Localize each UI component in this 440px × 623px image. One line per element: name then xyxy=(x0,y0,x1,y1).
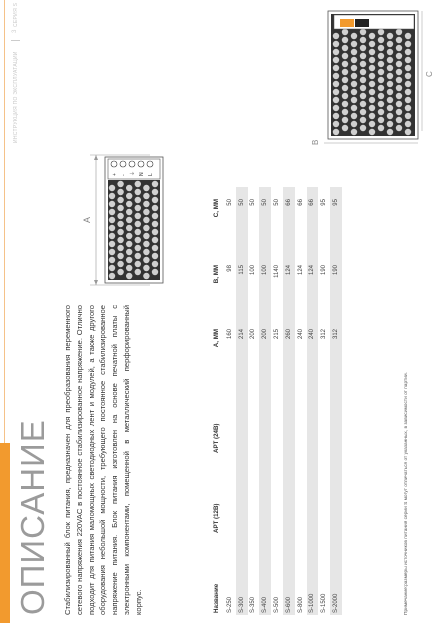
table-cell: 100 xyxy=(262,265,269,276)
table-cell: S-2000 xyxy=(333,593,340,613)
vent-hole xyxy=(126,209,132,215)
vent-hole xyxy=(135,197,141,203)
table-cell: S-400 xyxy=(262,596,269,613)
table-row xyxy=(307,187,319,615)
vent-hole xyxy=(126,273,132,279)
vent-hole xyxy=(109,241,115,247)
page-title: ОПИСАНИЕ xyxy=(14,419,51,615)
vent-hole xyxy=(143,241,149,247)
vent-hole xyxy=(152,237,158,243)
table-cell: 98 xyxy=(226,265,233,272)
vent-hole xyxy=(109,233,115,239)
vent-hole xyxy=(117,213,123,219)
vent-hole xyxy=(143,225,149,231)
vent-hole xyxy=(143,249,149,255)
col-header-art-12: АРТ (12В) xyxy=(213,503,220,533)
table-cell: 214 xyxy=(238,329,245,340)
table-row xyxy=(271,187,283,615)
table-cell: 95 xyxy=(321,199,328,206)
vent-hole xyxy=(135,205,141,211)
table-cell: S-1500 xyxy=(321,593,328,613)
vent-hole xyxy=(117,181,123,187)
vent-hole xyxy=(152,197,158,203)
col-header-b: В, ММ xyxy=(213,265,220,284)
vent-hole xyxy=(117,229,123,235)
table-cell: 50 xyxy=(274,199,281,206)
vent-hole xyxy=(143,185,149,191)
vent-hole xyxy=(109,201,115,207)
terminal-screw xyxy=(138,161,144,167)
vent-hole xyxy=(143,209,149,215)
terminal-screw xyxy=(129,161,135,167)
accent-line xyxy=(4,0,5,443)
dimension-labels-svg xyxy=(296,1,436,147)
table-cell: 190 xyxy=(321,265,328,276)
vent-hole xyxy=(109,265,115,271)
table-cell: 66 xyxy=(297,199,304,206)
vent-hole xyxy=(135,245,141,251)
dimension-label-a: A xyxy=(82,216,92,223)
vent-hole xyxy=(117,269,123,275)
vent-hole xyxy=(117,245,123,251)
table-cell: 115 xyxy=(238,265,245,275)
vent-hole xyxy=(109,209,115,215)
vent-hole xyxy=(152,189,158,195)
table-cell: 240 xyxy=(309,329,316,340)
vent-hole xyxy=(109,257,115,263)
vent-hole xyxy=(109,273,115,279)
table-header-row xyxy=(202,187,224,615)
vent-hole xyxy=(135,213,141,219)
table-cell: 240 xyxy=(297,329,304,340)
dimension-b-wrap xyxy=(58,0,183,153)
vent-hole xyxy=(135,253,141,259)
terminal-screw xyxy=(147,161,153,167)
vent-hole xyxy=(109,193,115,199)
vent-hole xyxy=(135,221,141,227)
dimension-b-svg xyxy=(58,0,178,153)
vent-hole xyxy=(135,237,141,243)
vent-hole xyxy=(152,269,158,275)
table-cell: 66 xyxy=(285,199,292,206)
table-cell: 260 xyxy=(285,329,292,340)
vent-hole xyxy=(152,213,158,219)
vent-hole xyxy=(117,189,123,195)
vent-hole xyxy=(152,221,158,227)
table-cell: 95 xyxy=(333,199,340,206)
table-cell: 66 xyxy=(309,199,316,206)
col-header-a: А, ММ xyxy=(213,329,220,348)
dimension-labels xyxy=(296,1,440,147)
vent-hole xyxy=(152,253,158,259)
table-body xyxy=(224,187,342,615)
vent-hole xyxy=(126,241,132,247)
col-header-name: Название xyxy=(213,583,220,613)
vent-hole xyxy=(126,249,132,255)
table-row xyxy=(283,187,295,615)
table-cell: 312 xyxy=(333,329,340,340)
vent-hole xyxy=(117,205,123,211)
table-cell: 312 xyxy=(321,329,328,340)
table-cell: 160 xyxy=(226,329,233,340)
table-cell: 1140 xyxy=(274,265,281,278)
col-header-c: С, ММ xyxy=(213,199,220,218)
page-number: 3 xyxy=(12,29,18,33)
table-cell: 50 xyxy=(262,199,269,206)
table-cell: 100 xyxy=(250,265,257,276)
description-text: Стабилизированный блок питания, предназначен для преобразования переменного сетевого напряжения 220VAC в постоянное стабилизированное напряжение. Отлично подходит для питания маломощных светодиодных лент и модулей, а также другого оборудования небольшой мощности, требующего постоянное стабилизированное напряжение питания. Блок питания изготовлен на основе печатной платы с электронными компонентами, помещенной в металлический перфорированный корпус. xyxy=(63,305,143,615)
vent-hole xyxy=(143,217,149,223)
accent-bar xyxy=(0,443,10,623)
table-cell: 200 xyxy=(262,329,269,340)
header-brand-text: ИНСТРУКЦИЯ ПО ЭКСПЛУАТАЦИИ xyxy=(13,51,19,143)
table-cell: 200 xyxy=(250,329,257,340)
table-row xyxy=(259,187,271,615)
vent-hole xyxy=(117,253,123,259)
side-dimension-diagram xyxy=(24,143,89,483)
vent-hole xyxy=(143,257,149,263)
vent-hole xyxy=(109,185,115,191)
terminal-label: N xyxy=(139,172,145,176)
vent-hole xyxy=(126,185,132,191)
vent-hole xyxy=(152,181,158,187)
table-cell: 50 xyxy=(226,199,233,206)
col-header-art-24: АРТ (24В) xyxy=(213,423,220,453)
table-cell: 124 xyxy=(309,265,316,276)
vent-hole xyxy=(143,265,149,271)
table-row xyxy=(330,187,342,615)
table-row xyxy=(236,187,248,615)
table-row xyxy=(224,187,236,615)
vent-hole xyxy=(152,229,158,235)
vent-hole xyxy=(109,217,115,223)
table-cell: 124 xyxy=(285,265,292,276)
table-cell: S-500 xyxy=(274,596,281,613)
vent-hole xyxy=(135,181,141,187)
vent-hole xyxy=(135,189,141,195)
table-cell: S-350 xyxy=(250,596,257,613)
vent-hole xyxy=(143,201,149,207)
vent-hole xyxy=(152,245,158,251)
vent-hole xyxy=(143,193,149,199)
table-row xyxy=(248,187,260,615)
specs-table xyxy=(202,187,342,615)
table-cell: 124 xyxy=(297,265,304,276)
vent-hole xyxy=(117,237,123,243)
vent-hole xyxy=(152,205,158,211)
table-cell: 190 xyxy=(333,265,340,276)
vent-hole xyxy=(135,261,141,267)
vent-hole xyxy=(135,269,141,275)
table-cell: 50 xyxy=(250,199,257,206)
vent-hole xyxy=(126,265,132,271)
vent-hole xyxy=(109,249,115,255)
terminal-screw xyxy=(111,161,117,167)
terminal-label: L xyxy=(148,173,154,176)
vent-hole xyxy=(126,233,132,239)
vent-hole xyxy=(109,225,115,231)
table-cell: 215 xyxy=(274,329,281,340)
table-row xyxy=(295,187,307,615)
vent-hole xyxy=(126,193,132,199)
terminal-label: - xyxy=(121,174,127,176)
table-cell: S-600 xyxy=(285,596,292,613)
header-separator xyxy=(11,40,20,41)
dimension-label-b: B xyxy=(311,139,320,145)
footnote: Примечание:размеры источников питания серии S могут отличаться от указанных, в зависимости от партии. xyxy=(404,372,409,615)
vent-hole xyxy=(117,197,123,203)
table-cell: S-800 xyxy=(297,596,304,613)
table-cell: S-1000 xyxy=(309,593,316,613)
header-series-text: СЕРИЯ S xyxy=(13,2,19,27)
terminal-label: ⏚ xyxy=(130,170,136,176)
vent-hole xyxy=(126,257,132,263)
vent-hole xyxy=(135,229,141,235)
vent-hole xyxy=(126,225,132,231)
vent-hole xyxy=(143,233,149,239)
vent-hole xyxy=(152,261,158,267)
vent-hole xyxy=(126,201,132,207)
table-cell: S-250 xyxy=(226,596,233,613)
vent-hole xyxy=(143,273,149,279)
table-row xyxy=(318,187,330,615)
terminal-label: + xyxy=(112,173,118,176)
vent-hole xyxy=(117,261,123,267)
table-cell: 50 xyxy=(238,199,245,206)
dimension-label-c: C xyxy=(425,71,434,77)
vent-hole xyxy=(126,217,132,223)
vent-hole xyxy=(117,221,123,227)
terminal-screw xyxy=(120,161,126,167)
table-cell: S-300 xyxy=(238,596,245,613)
side-dimension-svg xyxy=(24,143,84,483)
